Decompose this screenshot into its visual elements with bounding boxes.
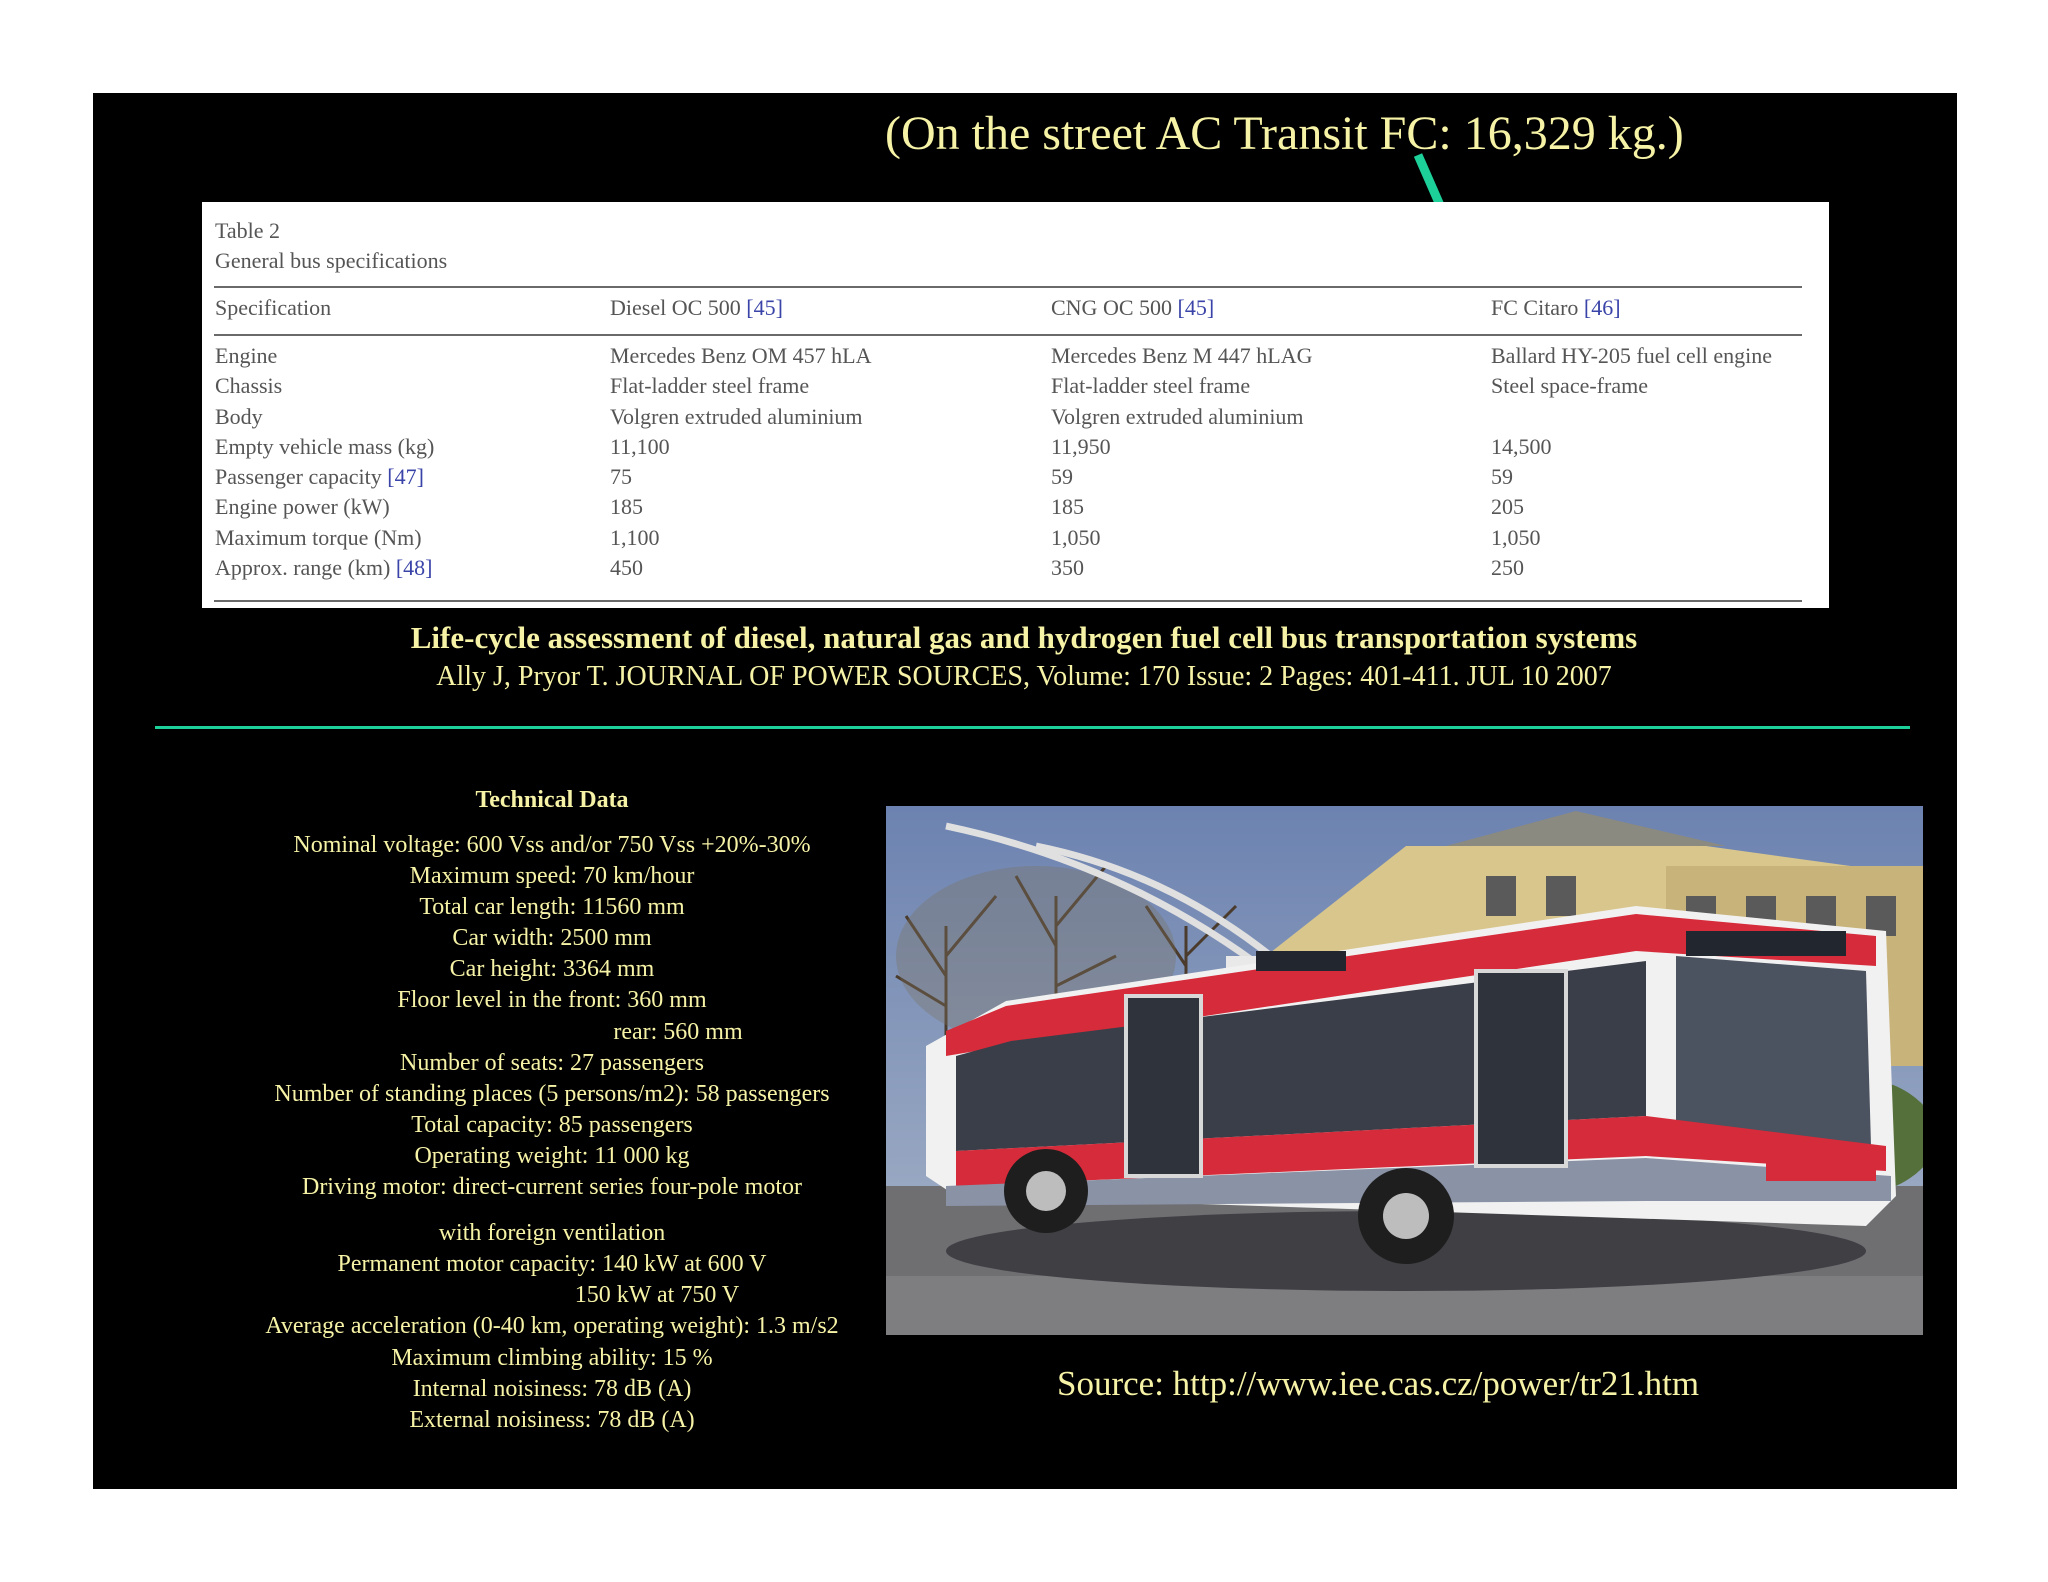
table-cell: 205 [1491,494,1524,520]
trolleybus-illustration [886,806,1923,1335]
table-cell: 59 [1491,464,1513,490]
table-title: General bus specifications [215,248,448,273]
spec-line: Car height: 3364 mm [449,956,655,983]
spec-line: Maximum climbing ability: 15 % [391,1344,713,1371]
technical-data [227,785,877,1436]
spec-line: Operating weight: 11 000 kg [414,1142,690,1169]
table-cell: 14,500 [1491,433,1552,459]
table-cell: 75 [610,464,632,490]
section-divider [155,726,1910,729]
table-cell [1491,402,1772,432]
row-label: Engine [215,343,278,368]
table-cell: 11,100 [610,433,670,459]
table-cell: 1,050 [1051,524,1101,550]
table-cell: Flat-ladder steel frame [610,373,810,399]
table-cell: 59 [1051,464,1073,490]
spec-line: Internal noisiness: 78 dB (A) [412,1375,692,1402]
table-cell: Volgren extruded aluminium [1051,403,1304,429]
table-rule-header [214,334,1802,336]
table-cell: Mercedes Benz M 447 hLAG [1051,343,1313,368]
spec-line: 150 kW at 750 V [364,1282,740,1309]
table-number: Table 2 [215,218,281,243]
table-cell: Flat-ladder steel frame [1051,373,1251,399]
column-specification [215,341,434,583]
table-cell: 1,100 [610,524,660,550]
table-cell: 1,050 [1491,524,1541,550]
table-cell: 11,950 [1051,433,1111,459]
row-label: Empty vehicle mass (kg) [215,433,435,459]
spec-line: Number of seats: 27 passengers [400,1049,704,1076]
table-rule-bottom [214,600,1802,602]
table-cell: 350 [1051,555,1084,581]
header-fc: FC Citaro [46] [1491,295,1621,320]
annotation-note: (On the street AC Transit FC: 16,329 kg.) [885,107,1684,160]
paper-title: Life-cycle assessment of diesel, natural gas and hydrogen fuel cell bus transportation systems [410,620,1638,655]
source-link[interactable]: Source: http://www.iee.cas.cz/power/tr21.htm [1057,1364,1700,1403]
table-cell: Steel space-frame [1491,373,1648,399]
spec-line: Total car length: 11560 mm [419,894,685,921]
spec-line: Nominal voltage: 600 Vss and/or 750 Vss +20%-30% [293,832,811,858]
spec-line: rear: 560 mm [361,1018,743,1045]
row-label: Chassis [215,373,283,399]
table-cell: Ballard HY-205 fuel cell engine [1491,343,1773,368]
table-cell: 185 [610,494,643,520]
table-rule-top [214,286,1802,288]
spec-line: Total capacity: 85 passengers [411,1111,693,1138]
header-cng: CNG OC 500 [45] [1051,295,1215,320]
header-cng-ref[interactable]: [45] [1177,295,1215,320]
header-fc-ref[interactable]: [46] [1583,295,1621,320]
spec-line: Number of standing places (5 persons/m2): 58 passengers [274,1080,830,1107]
header-diesel-ref[interactable]: [45] [746,295,783,320]
row-label: Engine power (kW) [215,494,390,520]
table-cell: Mercedes Benz OM 457 hLA [610,343,872,368]
table-cell: 185 [1051,494,1084,520]
row-label-ref[interactable]: [48] [395,555,433,581]
row-label: Approx. range (km) [48] [215,555,433,581]
spec-line: Driving motor: direct-current series four-pole motor [301,1174,803,1201]
trolleybus-photo [886,806,1923,1335]
row-label: Maximum torque (Nm) [215,524,422,550]
paper-citation: Ally J, Pryor T. JOURNAL OF POWER SOURCES, Volume: 170 Issue: 2 Pages: 401-411. JUL 10 2007 [436,661,1612,692]
spec-line: with foreign ventilation [438,1220,666,1247]
spec-table [202,202,1829,608]
table-cell: Volgren extruded aluminium [610,403,863,429]
row-label: Passenger capacity [47] [215,464,424,490]
spec-line: External noisiness: 78 dB (A) [409,1406,695,1433]
spec-line: Maximum speed: 70 km/hour [409,863,695,890]
column-cng [1051,341,1313,583]
technical-data-title: Technical Data [475,787,629,813]
row-label: Body [215,403,263,429]
spec-line: Average acceleration (0-40 km, operating weight): 1.3 m/s2 [265,1313,839,1340]
table-cell: 450 [610,555,643,581]
column-diesel [610,341,872,583]
column-fc [1491,341,1772,583]
table-caption [215,216,447,276]
header-specification: Specification [215,295,332,320]
spec-line: Car width: 2500 mm [452,925,652,952]
header-diesel: Diesel OC 500 [45] [610,295,783,320]
spec-line: Permanent motor capacity: 140 kW at 600 V [337,1251,767,1278]
row-label-ref[interactable]: [47] [387,464,424,490]
spec-line: Floor level in the front: 360 mm [397,987,707,1014]
table-cell: 250 [1491,555,1524,581]
